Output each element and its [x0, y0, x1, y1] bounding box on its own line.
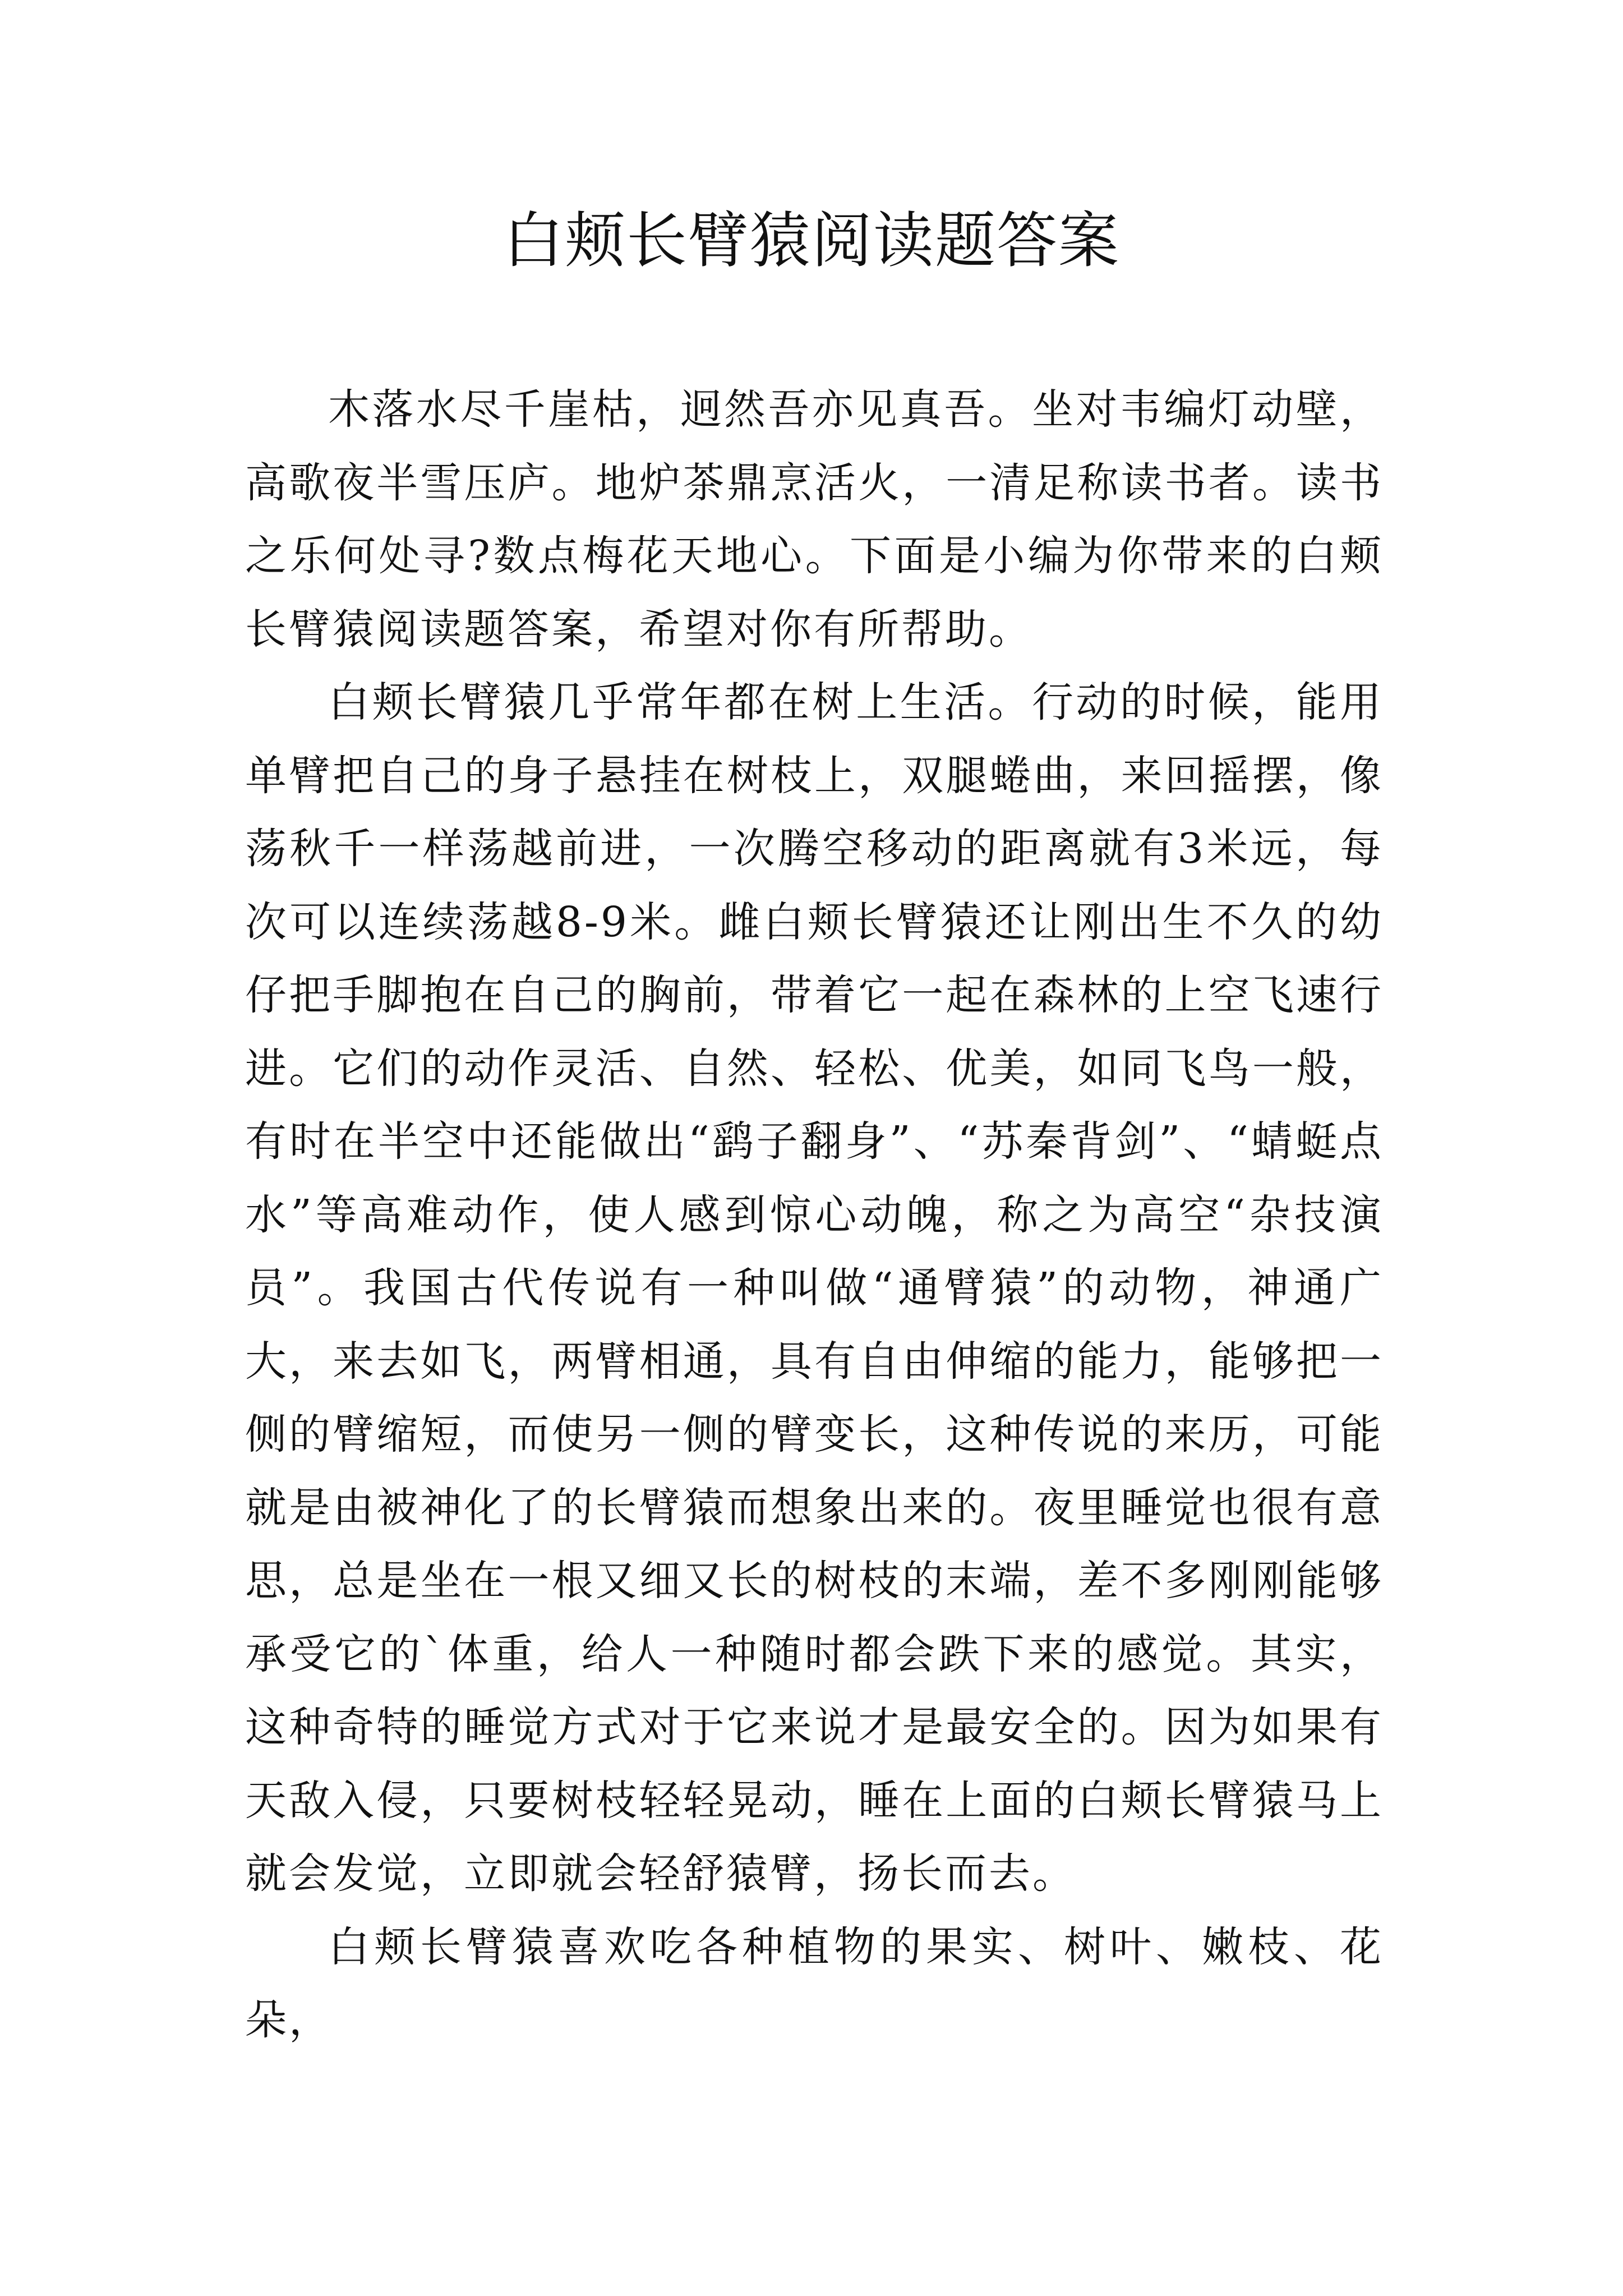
paragraph-diet: 白颊长臂猿喜欢吃各种植物的果实、树叶、嫩枝、花朵， — [245, 1922, 1384, 2044]
paragraph-behavior: 白颊长臂猿几乎常年都在树上生活。行动的时候，能用单臂把自己的身子悬挂在树枝上，双腿蜷曲，来回摇摆，像荡秋千一样荡越前进，一次腾空移动的距离就有3米远，每次可以连续荡越8-9米。雌白颊长臂猿还让刚出生不久的幼仔把手脚抱在自己的胸前，带着它一起在森林的上空飞速行进。它们的动作灵活、自然、轻松、优美，如同飞鸟一般，有时在半空中还能做出“鹞子翻身”、“苏秦背剑”、“蜻蜓点水”等高难动作，使人感到惊心动魄，称之为高空“杂技演员”。我国古代传说有一种叫做“通臂猿”的动物，神通广大，来去如飞，两臂相通，具有自由伸缩的能力，能够把一侧的臂缩短，而使另一侧的臂变长，这种传说的来历，可能就是由被神化了的长臂猿而想象出来的。夜里睡觉也很有意思，总是坐在一根又细又长的树枝的末端，差不多刚刚能够承受它的`体重，给人一种随时都会跌下来的感觉。其实，这种奇特的睡觉方式对于它来说才是最安全的。因为如果有天敌入侵，只要树枝轻轻晃动，睡在上面的白颊长臂猿马上就会发觉，立即就会轻舒猿臂，扬长而去。 — [245, 678, 1384, 1898]
document-body — [245, 373, 1384, 2057]
document-title: 白颊长臂猿阅读题答案 — [502, 206, 1120, 276]
paragraph-intro: 木落水尽千崖枯，迥然吾亦见真吾。坐对韦编灯动壁，高歌夜半雪压庐。地炉茶鼎烹活火，一清足称读书者。读书之乐何处寻?数点梅花天地心。下面是小编为你带来的白颊长臂猿阅读题答案，希望对你有所帮助。 — [245, 385, 1384, 654]
